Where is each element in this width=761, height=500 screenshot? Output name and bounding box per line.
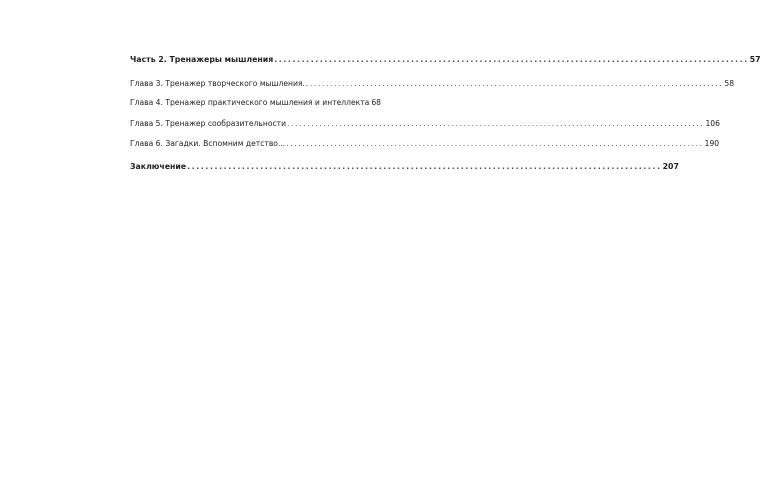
toc-entry-part-2 <box>130 55 761 65</box>
toc-entry-title: Глава 4. Тренажер практического мышления и интеллекта <box>130 98 370 107</box>
toc-entry-page: 190 <box>704 139 720 148</box>
toc-entry-title: Заключение <box>130 162 187 171</box>
toc-entry-chapter-3 <box>130 79 735 89</box>
toc-dot-leader: ........................................................................................................ <box>305 79 724 88</box>
toc-dot-leader: ........................................................................................................ <box>286 139 704 148</box>
toc-dot-leader: ........................................................................................................ <box>287 119 705 128</box>
toc-entry-chapter-5 <box>130 119 720 129</box>
toc-entry-conclusion <box>130 162 679 172</box>
toc-entry-page: 207 <box>662 162 679 171</box>
toc-entry-title: Глава 5. Тренажер сообразительности <box>130 119 287 128</box>
toc-entry-title: Часть 2. Тренажеры мышления <box>130 55 274 64</box>
toc-dot-leader: ........................................................................................................ <box>187 162 662 171</box>
toc-entry-chapter-4 <box>130 98 381 108</box>
toc-entry-page: 58 <box>724 79 735 88</box>
toc-entry-title: Глава 6. Загадки. Вспомним детство... <box>130 139 286 148</box>
toc-entry-page: 68 <box>371 98 381 107</box>
toc-entry-page: 57 <box>749 55 761 64</box>
toc-entry-chapter-6 <box>130 139 720 149</box>
toc-dot-leader: ........................................................................................................ <box>274 55 749 64</box>
toc-entry-page: 106 <box>705 119 720 128</box>
toc-entry-title: Глава 3. Тренажер творческого мышления. <box>130 79 305 88</box>
